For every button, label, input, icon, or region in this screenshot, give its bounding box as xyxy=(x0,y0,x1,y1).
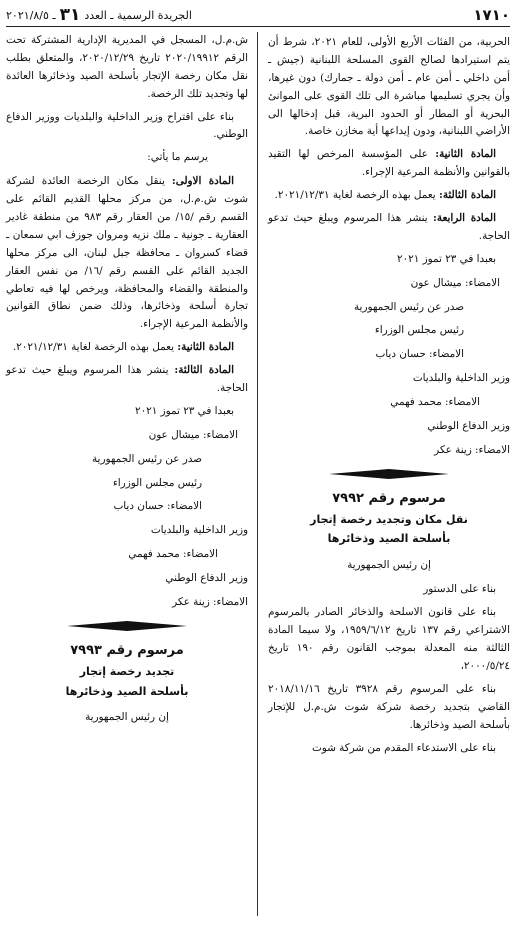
paragraph: الحربية، من الفئات الأربع الأولى، للعام ٢٠٢١، شرط أن يتم استيرادها لصالح القوى المسلحة اللبنانية (جيش ـ أمن داخلي ـ أمن عام ـ أمن دولة ـ جمارك) دون غيرها، وأن يجري تسليمها مباشرة الى تلك القوى على الموانئ البحرية أو المطار أو الحدود البرية، قبل إدخالها الى الأراضي اللبنانية، ودون إيداعها أية مخازن خاصة. xyxy=(268,36,510,138)
decrees-line: يرسم ما يأتي: xyxy=(147,151,208,164)
paragraph: بناء على اقتراح وزير الداخلية والبلديات ووزير الدفاع الوطني. xyxy=(6,110,248,141)
defense-minister-signature: الامضاء: زينة عكر xyxy=(434,443,510,456)
date-line: بعبدا في ٢٣ تموز ٢٠٢١ xyxy=(134,404,234,417)
article-text: يعمل بهذه الرخصة لغاية ٢٠٢١/١٢/٣١. xyxy=(274,189,440,202)
pm-title: رئيس مجلس الوزراء xyxy=(374,324,464,337)
constitution-basis: بناء على الدستور xyxy=(423,582,496,595)
decree-number: مرسوم رقم ٧٩٩٣ xyxy=(70,642,184,658)
interior-minister-title: وزير الداخلية والبلديات xyxy=(412,372,510,385)
president-signature: الامضاء: ميشال عون xyxy=(410,276,500,289)
decree-title xyxy=(268,488,510,549)
paragraph: بناء على الاستدعاء المقدم من شركة شوت xyxy=(311,741,496,754)
issued-by: صدر عن رئيس الجمهورية xyxy=(91,452,202,465)
article-text: على المؤسسة المرخص لها التقيد بالقوانين والأنظمة المرعية الإجراء. xyxy=(268,148,510,179)
interior-minister-signature: الامضاء: محمد فهمي xyxy=(390,396,480,409)
president-signature: الامضاء: ميشال عون xyxy=(148,428,238,441)
article-text: يعمل بهذه الرخصة لغاية ٢٠٢١/١٢/٣١. xyxy=(12,341,178,354)
interior-minister-title: وزير الداخلية والبلديات xyxy=(150,524,248,537)
article-text: ينشر هذا المرسوم ويبلغ حيث تدعو الحاجة. xyxy=(268,212,510,242)
article-2 xyxy=(6,339,248,357)
defense-minister-title: وزير الدفاع الوطني xyxy=(427,420,510,433)
date-line: بعبدا في ٢٣ تموز ٢٠٢١ xyxy=(396,252,496,265)
article-label: المادة الرابعة: xyxy=(433,212,496,225)
column-divider xyxy=(257,32,258,916)
defense-minister-title: وزير الدفاع الوطني xyxy=(165,572,248,585)
issue-date: ـ ٢٠٢١/٨/٥ xyxy=(6,8,56,22)
gazette-header xyxy=(6,5,192,25)
article-3 xyxy=(268,187,510,205)
article-2 xyxy=(268,146,510,182)
article-label: المادة الاولى: xyxy=(171,175,234,188)
article-label: المادة الثانية: xyxy=(177,341,234,354)
president-line: إن رئيس الجمهورية xyxy=(347,558,431,571)
pm-signature: الامضاء: حسان دياب xyxy=(113,500,202,513)
issued-by: صدر عن رئيس الجمهورية xyxy=(353,300,464,313)
page-header xyxy=(6,4,510,27)
paragraph: بناء على المرسوم رقم ٣٩٢٨ تاريخ ٢٠١٨/١١/١٦ القاضي بتجديد رخصة شركة شوت ش.م.ل للإتجار بأسلحة الصيد وذخائرها. xyxy=(268,683,510,731)
divider-ornament xyxy=(6,620,248,634)
gazette-title: الجريدة الرسمية ـ العدد xyxy=(84,8,192,22)
defense-minister-signature: الامضاء: زينة عكر xyxy=(172,596,248,609)
article-label: المادة الثالثة: xyxy=(174,364,234,377)
page-number: ١٧١٠ xyxy=(473,6,510,24)
decree-subject: بأسلحة الصيد وذخائرها xyxy=(327,532,451,546)
issue-number: ٣١ xyxy=(59,5,81,25)
article-text: ينقل مكان الرخصة العائدة لشركة شوت ش.م.ل، من مركز محلها القديم القائم على القسم رقم /١٥/ من العقار رقم ٩٨٣ من منطقة غادير العقارية ـ جونية ـ ملك نزيه ومروان جوزف ابي سمعان ـ قضاء كسروان ـ محافظة جبل لبنان، الى مركز محلها الجديد القائم على القسم رقم /١٦/ من نفس العقار والمنطقة والقضاء والمحافظة، ويرخص لها فيه تعاطي تجارة أسلحة وذخائرها، وذلك ضمن نطاق القوانين والأنظمة المرعية الإجراء. xyxy=(6,175,248,331)
left-column xyxy=(6,32,248,733)
decree-number: مرسوم رقم ٧٩٩٢ xyxy=(332,490,446,506)
paragraph: بناء على قانون الاسلحة والذخائر الصادر بالمرسوم الاشتراعي رقم ١٣٧ تاريخ ١٩٥٩/٦/١٢، ولا سيما المادة الثالثة منه المعدلة بموجب القانون رقم ١٩٠ تاريخ ٢٠٠٠/٥/٢٤، xyxy=(268,606,510,673)
article-4 xyxy=(268,210,510,246)
article-1 xyxy=(6,173,248,334)
decree-title xyxy=(6,640,248,701)
paragraph: ش.م.ل، المسجل في المديرية الإدارية المشتركة تحت الرقم ٢٠٢٠/١٩٩١٢ تاريخ ٢٠٢٠/١٢/٢٩، والمتعلق بطلب نقل مكان رخصة الإتجار بأسلحة الصيد وذخائرها العائدة لها وتجديد تلك الرخصة. xyxy=(6,34,248,100)
pm-signature: الامضاء: حسان دياب xyxy=(375,348,464,361)
divider-ornament xyxy=(268,468,510,482)
decree-subject: نقل مكان وتجديد رخصة إتجار xyxy=(310,513,468,527)
article-label: المادة الثانية: xyxy=(435,148,497,161)
pm-title: رئيس مجلس الوزراء xyxy=(112,476,202,489)
right-column xyxy=(268,34,510,763)
article-3 xyxy=(6,362,248,398)
article-text: ينشر هذا المرسوم ويبلغ حيث تدعو الحاجة. xyxy=(6,364,248,395)
president-line: إن رئيس الجمهورية xyxy=(85,710,169,723)
decree-subject: تجديد رخصة إتجار xyxy=(79,665,175,679)
decree-subject: بأسلحة الصيد وذخائرها xyxy=(65,684,189,698)
interior-minister-signature: الامضاء: محمد فهمي xyxy=(128,548,218,561)
article-label: المادة الثالثة: xyxy=(439,189,496,202)
